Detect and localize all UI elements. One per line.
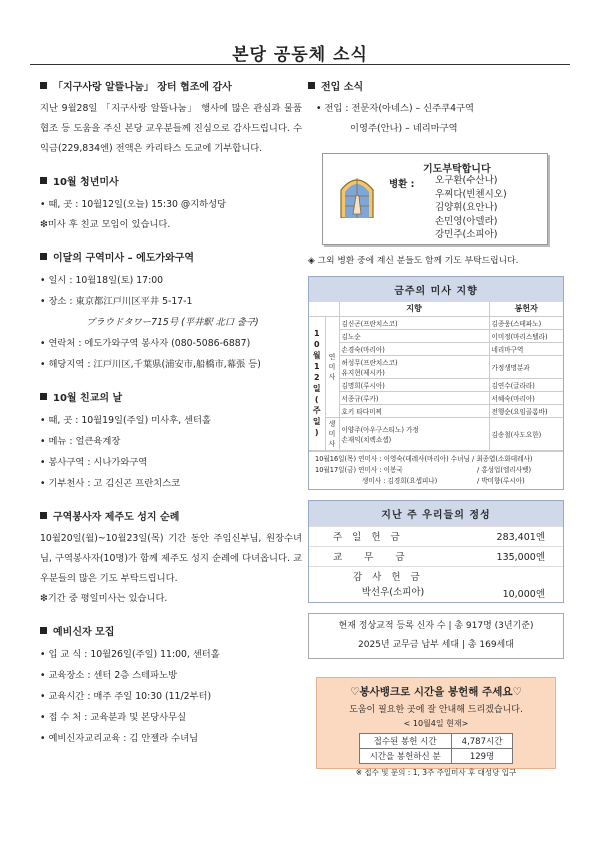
mass-date-cell: 1 0 월 1 2 일 ( 주 일 ) — [309, 316, 325, 450]
volunteer-bank-box — [316, 677, 556, 777]
square-bullet-icon — [40, 393, 47, 400]
transfer-line: • 전입 : 전문자(아네스) – 신주쿠4구역 — [316, 103, 474, 114]
bullet-item: • 장소 : 東京都江戸川区平井 5-17-1 — [40, 296, 193, 307]
mass-intention: 허성무(프란치스코) 유지현(제시카) — [339, 355, 489, 378]
bank-value: 4,787시간 — [451, 733, 513, 748]
mass-rows — [309, 316, 563, 450]
mass-intention: 호키 타다미찌 — [339, 404, 489, 417]
stats-line: 2025년 교무금 납부 세대 | 총 169세대 — [358, 639, 514, 650]
mass-intention-row — [309, 355, 563, 378]
mass-intentions-box — [308, 276, 564, 490]
weekday-mass-line: 10월16일(목) 연미사 : 이영숙(데레사(마리아) 수녀님 / 최종엽(소화데레사) — [315, 454, 533, 463]
mass-intention-row — [309, 391, 563, 404]
mass-offerer: 가정생명분과 — [489, 355, 563, 378]
right-column — [308, 78, 564, 777]
offering-label: 주일헌금 — [333, 532, 410, 543]
section-heading: 10월 청년미사 — [53, 177, 119, 188]
weekday-mass-offerer: / 홍성업(엘리사벳) — [477, 465, 532, 474]
section-catechumen — [40, 623, 302, 749]
header — [0, 0, 600, 70]
mass-intention-row — [309, 378, 563, 391]
offering-label: 감사헌금 — [353, 571, 430, 583]
bank-note: ※ 접수 및 문의 : 1, 3주 주일미사 후 대성당 입구 — [355, 767, 517, 777]
offering-value: 283,401엔 — [496, 532, 545, 543]
bullet-item-continued: プラウドタワー715号 (平井駅 北口 출구) — [86, 317, 259, 328]
mass-offerer: 이미정(마리스텔라) — [489, 329, 563, 342]
bank-label: 시간을 봉헌하신 분 — [359, 748, 451, 763]
section-district-mass — [40, 249, 302, 375]
section-heading: 「지구사랑 알뜰나눔」 장터 협조에 감사 — [53, 82, 232, 93]
bank-row — [359, 733, 513, 748]
square-bullet-icon — [40, 82, 47, 89]
section-youth-mass — [40, 173, 302, 235]
mass-offerer: 네리마구역 — [489, 342, 563, 355]
stained-glass-praying-hands-icon — [339, 174, 375, 218]
prayer-title: 기도부탁합니다 — [423, 164, 491, 175]
weekday-masses — [309, 451, 563, 489]
section-body: 지난 9월28일 「지구사랑 알뜰나눔」 행사에 많은 관심과 물품 협조 등 도움을 주신 본당 교우분들께 진심으로 감사드립니다. 수익금(229,834엔) 전액은 카리타스 도교에 기부합니다. — [40, 103, 302, 154]
mass-offerer: 김송철(사도요한) — [489, 417, 563, 450]
section-heading: 이달의 구역미사 – 에도가와구역 — [53, 253, 195, 264]
weekday-mass-line: 생미사 : 김경희(요셉피나) — [362, 476, 438, 485]
note-text: ❇미사 후 친교 모임이 있습니다. — [40, 219, 171, 230]
mass-intention: 김노순 — [339, 329, 489, 342]
mass-intention-row — [309, 329, 563, 342]
mass-intentions-table — [309, 302, 563, 451]
bullet-item: • 해당지역 : 江戸川区,千葉県(浦安市,船橋市,幕張 등) — [40, 359, 261, 370]
bullet-item: • 접 수 처 : 교육분과 및 본당사무실 — [40, 712, 187, 723]
section-heading: 전입 소식 — [321, 82, 364, 93]
prayer-label: 병환 : — [389, 179, 415, 190]
note-text: ❇기간 중 평일미사는 있습니다. — [40, 593, 168, 604]
bank-date: < 10월4일 현재> — [403, 718, 469, 728]
mass-offerer: 전행순(요임골롬바) — [489, 404, 563, 417]
offering-value: 135,000엔 — [496, 552, 545, 563]
section-earth-love — [40, 78, 302, 159]
mass-intention: 김명희(루시아) — [339, 378, 489, 391]
mass-offerer: 김연수(글라라) — [489, 378, 563, 391]
bullet-item: • 때, 곳 : 10월12일(오늘) 15:30 @지하성당 — [40, 199, 227, 210]
column-header-intention: 지향 — [339, 302, 489, 316]
offering-title: 지난 주 우리들의 정성 — [309, 501, 563, 526]
bullet-item: • 입 교 식 : 10월26일(주일) 11:00, 센터홀 — [40, 649, 220, 660]
mass-intention-row — [309, 417, 563, 450]
title-divider — [30, 64, 570, 65]
bank-table — [359, 733, 514, 764]
column-header-offerer: 봉헌자 — [489, 302, 563, 316]
mass-intention: 서종규(루카) — [339, 391, 489, 404]
mass-offerer: 서혜숙(마리아) — [489, 391, 563, 404]
mass-intention: 김신곤(프란치스코) — [339, 316, 489, 329]
offering-value: 10,000엔 — [502, 588, 545, 600]
mass-intention-row — [309, 316, 563, 329]
offering-row — [309, 566, 563, 602]
bank-row — [359, 748, 513, 763]
section-heading: 구역봉사자 제주도 성지 순례 — [53, 512, 180, 523]
transfer-line: 이영주(안나) – 네리마구역 — [350, 123, 458, 134]
offering-row — [309, 526, 563, 546]
square-bullet-icon — [40, 253, 47, 260]
bullet-item: • 교육시간 : 매주 주일 10:30 (11/2부터) — [40, 691, 212, 702]
bullet-item: • 기부천사 : 고 김신곤 프란치스코 — [40, 478, 181, 489]
bullet-item: • 때, 곳 : 10월19일(주일) 미사후, 센터홀 — [40, 415, 211, 426]
page-title: 본당 공동체 소식 — [232, 45, 368, 65]
mass-intention-row — [309, 342, 563, 355]
bank-title: ♡봉사뱅크로 시간을 봉헌해 주세요♡ — [350, 685, 522, 698]
mass-kind-cell: 생 미 사 — [325, 417, 339, 450]
bullet-item: • 연락처 : 에도가와구역 봉사자 (080-5086-6887) — [40, 338, 251, 349]
weekday-mass-offerer: / 박미향(루시아) — [477, 476, 525, 485]
weekday-mass-line: 10월17일(금) 연미사 : 이봉국 — [315, 465, 403, 474]
bullet-item: • 교육장소 : 센터 2층 스테파노방 — [40, 670, 178, 681]
section-heading: 예비신자 모집 — [53, 627, 115, 638]
bullet-item: • 일시 : 10월18일(토) 17:00 — [40, 275, 164, 286]
square-bullet-icon — [40, 177, 47, 184]
left-column — [40, 78, 302, 763]
prayer-name: 손민영(아델라) — [435, 215, 498, 227]
prayer-name: 김양휘(요안나) — [435, 202, 498, 213]
square-bullet-icon — [40, 512, 47, 519]
stats-line: 현재 정상교적 등록 신자 수 | 총 917명 (3년기준) — [338, 620, 534, 631]
bullet-item: • 예비신자교리교육 : 김 안젤라 수녀님 — [40, 733, 199, 744]
section-body: 10월20일(월)~10월23일(목) 기간 동안 주임신부님, 원장수녀님, 구역봉사자(10명)가 함께 제주도 성지 순례에 다녀옵니다. 교우분들의 많은 기도 부탁드립니다. — [40, 533, 302, 584]
offering-box — [308, 500, 564, 603]
prayer-note: ◈ 그외 병환 중에 계신 분들도 함께 기도 부탁드립니다. — [308, 256, 519, 266]
prayer-name: 강민주(소피아) — [435, 229, 498, 240]
bank-value: 129명 — [451, 748, 513, 763]
mass-offerer: 김종웅(스테파노) — [489, 316, 563, 329]
prayer-request-box — [322, 153, 548, 245]
square-bullet-icon — [40, 627, 47, 634]
section-jeju-pilgrimage — [40, 508, 302, 609]
prayer-name: 우찌다(빈첸시오) — [435, 188, 507, 200]
mass-intention-row — [309, 404, 563, 417]
bullet-item: • 봉사구역 : 시나가와구역 — [40, 457, 148, 468]
bank-subtitle: 도움이 필요한 곳에 잘 안내해 드리겠습니다. — [349, 704, 523, 715]
mass-intentions-title: 금주의 미사 지향 — [309, 277, 563, 302]
mass-intention: 손경숙(마리아) — [339, 342, 489, 355]
prayer-name: 오구환(수산나) — [435, 175, 498, 186]
offering-donor: 박선우(소피아) — [361, 586, 425, 598]
square-bullet-icon — [308, 82, 315, 89]
offering-label: 교무금 — [333, 552, 427, 563]
offering-row — [309, 546, 563, 566]
section-heading: 10월 친교의 날 — [53, 393, 123, 404]
mass-kind-cell: 연 미 사 — [325, 316, 339, 417]
prayer-names — [435, 174, 507, 242]
mass-intention: 이양주(아우구스티노) 가정 손재익(치렉쇼셉) — [339, 417, 489, 450]
bullet-item: • 메뉴 : 얼큰육계장 — [40, 436, 121, 447]
section-fellowship-day — [40, 389, 302, 494]
section-transfer-in — [308, 78, 564, 139]
bank-label: 접수된 봉헌 시간 — [359, 733, 451, 748]
parish-stats-box — [308, 613, 564, 659]
